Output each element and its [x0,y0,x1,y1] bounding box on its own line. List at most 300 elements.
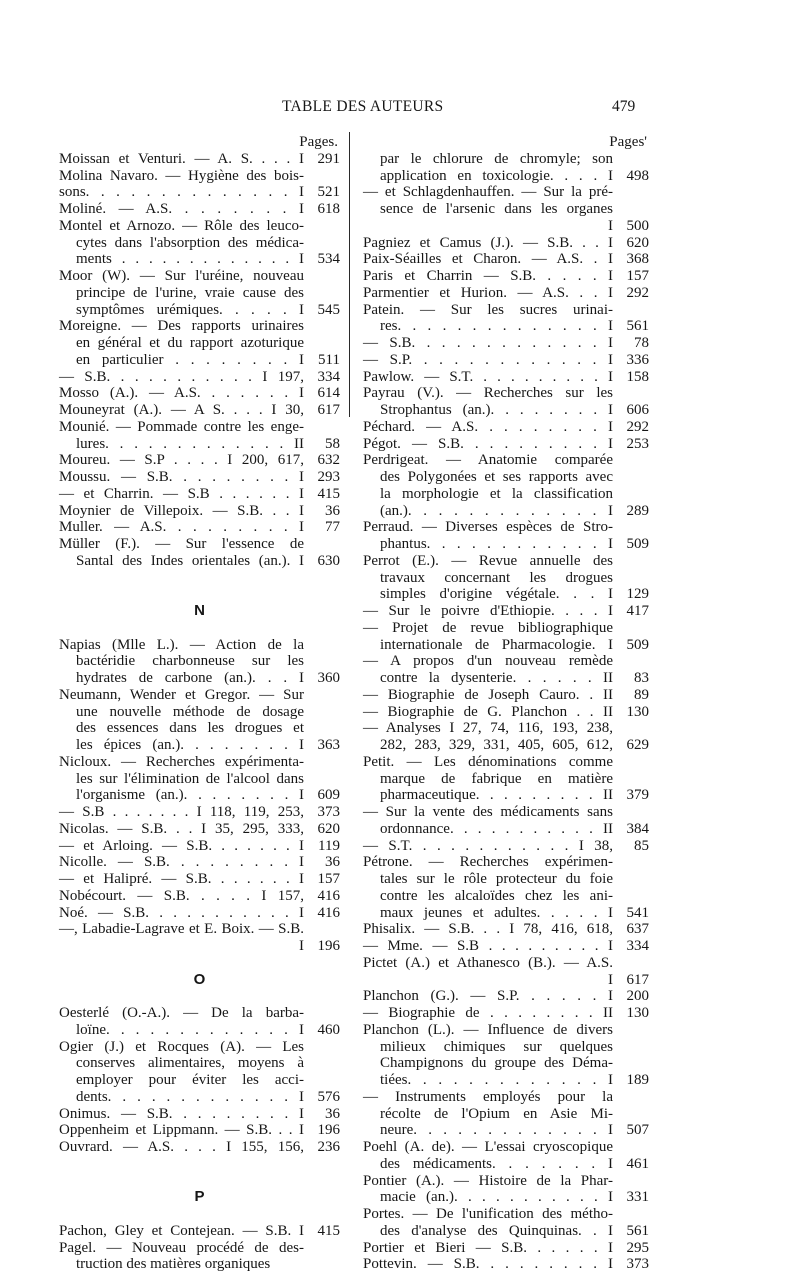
index-entry [59,402,340,419]
entry-page: 509 [626,536,649,552]
index-entry [59,553,340,570]
entry-page: 416 [317,904,340,921]
entry-page: 373 [626,1256,649,1273]
index-entry [363,486,649,503]
index-entry [59,168,340,185]
entry-text: les sur l'élimination de l'alcool dans [76,770,304,787]
entry-text: ordonnance. . . . . . . . . . . II [380,820,613,837]
entry-text: Santal des Indes orientales (an.). I [76,552,304,569]
entry-page: 541 [626,904,649,921]
index-entry [363,168,649,185]
entry-text: Portier et Bieri — S.B. . . . . . I [363,1239,613,1256]
entry-text: — et Schlagdenhauffen. — Sur la pré- [363,184,613,201]
entry-text: Moreigne. — Des rapports urinaires [59,318,304,335]
index-entry [363,955,649,972]
entry-text: Perrot (E.). — Revue annuelle des [363,552,613,569]
entry-page: 632 [317,452,340,469]
entry-text: Pagniez et Camus (J.). — S.B. . . I [363,234,613,251]
index-entry [59,452,340,469]
blank-line [59,988,340,1005]
index-entry [59,385,340,402]
entry-page: 292 [626,284,649,301]
entry-text: travaux concernant les drogues [380,569,613,586]
index-entry [363,921,649,938]
index-entry [363,318,649,335]
entry-text: Planchon (L.). — Influence de divers [363,1021,613,1038]
index-entry [363,704,649,721]
entry-page: 157 [317,871,340,887]
entry-page: 77 [325,519,340,536]
entry-text: principe de l'urine, vraie cause des [76,284,304,301]
index-entry [59,1005,340,1022]
entry-text: Planchon (G.). — S.P. . . . . . I [363,988,613,1005]
entry-text: — Instruments employés pour la [363,1088,613,1105]
entry-text: ments . . . . . . . . . . . . . I [76,251,304,268]
blank-line [59,570,340,587]
index-entry [59,268,340,285]
entry-text: internationale de Pharmacologie. I [380,636,613,653]
entry-text: Moussu. — S.B. . . . . . . . . I [59,469,304,485]
entry-page: 157 [626,268,649,284]
entry-page: 291 [317,150,340,167]
entry-text: simples d'origine végétale. . . I [380,586,613,603]
entry-text: Nicolle. — S.B. . . . . . . . . I [59,854,304,871]
index-entry [363,536,649,553]
index-entry [59,369,340,386]
entry-text: Moliné. — A.S. . . . . . . . I [59,201,304,217]
entry-page: 130 [626,1005,649,1021]
index-entry [59,184,340,201]
entry-text: Phisalix. — S.B. . . I 78, 416, 618, [363,921,613,938]
entry-page: 379 [626,787,649,804]
entry-text: Oppenheim et Lippmann. — S.B. . . I [59,1122,304,1139]
index-entry [59,486,340,503]
entry-text: des Polygonées et ses rapports avec [380,469,613,485]
index-entry [59,838,340,855]
entry-text: Pagel. — Nouveau procédé de des- [59,1239,304,1256]
entry-page: 58 [325,435,340,452]
entry-page: 415 [317,485,340,502]
index-entry [363,938,649,955]
entry-text: Oesterlé (O.-A.). — De la barba- [59,1005,304,1021]
entry-page: 158 [626,368,649,385]
index-entry [59,821,340,838]
entry-page: 83 [634,670,649,686]
entry-text: — et Arloing. — S.B. . . . . . . I [59,837,304,854]
blank-line [59,1156,340,1173]
entry-text: Payrau (V.). — Recherches sur les [363,385,613,402]
entry-page: 415 [317,1222,340,1239]
entry-text: contre la dysenterie. . . . . . II [380,670,613,686]
entry-text: Péchard. — A.S. . . . . . . . . I [363,418,613,435]
index-entry [363,335,649,352]
index-entry [363,1240,649,1257]
index-entry [363,452,649,469]
entry-text: Moureu. — S.P . . . . I 200, 617, [59,452,304,469]
entry-page: 620 [626,234,649,251]
index-entry [59,737,340,754]
entry-text: bactéridie charbonneuse sur les [76,653,304,670]
index-entry [363,871,649,888]
entry-text: application en toxicologie. . . . I [380,167,613,184]
index-entry [363,620,649,637]
index-entry [59,536,340,553]
entry-text: cytes dans l'absorption des médica- [76,234,304,251]
entry-text: Mounié. — Pommade contre les enge- [59,418,304,435]
pages-label: Pages' [609,134,647,150]
blank-line [59,586,340,603]
entry-text: — S.B . . . . . . . I 118, 119, 253, [59,804,304,820]
index-entry [363,771,649,788]
entry-text: tales sur le rôle protecteur du foie [380,871,613,887]
index-entry [59,854,340,871]
entry-text: Perdrigeat. — Anatomie comparée [363,452,613,469]
entry-page: 614 [317,385,340,402]
index-column-right [363,134,649,1273]
entry-page: 85 [634,837,649,854]
index-entry [59,201,340,218]
index-entry [59,704,340,721]
entry-text: 282, 283, 329, 331, 405, 605, 612, [380,737,613,753]
section-letter: N [194,602,205,619]
entry-page: 617 [626,971,649,988]
index-entry [59,218,340,235]
entry-text: Pétrone. — Recherches expérimen- [363,854,613,871]
index-entry [59,687,340,704]
entry-text: — Analyses I 27, 74, 116, 193, 238, [363,720,613,737]
entry-text: tiées. . . . . . . . . . . . . I [380,1072,613,1088]
entry-text: lures. . . . . . . . . . . . . II [76,435,304,452]
index-entry [363,603,649,620]
index-entry [363,385,649,402]
entry-page: 629 [626,737,649,753]
index-entry [363,1089,649,1106]
index-entry [363,184,649,201]
entry-page: 561 [626,1222,649,1239]
index-entry [59,285,340,302]
entry-text: — Sur le poivre d'Ethiopie. . . . I [363,603,613,619]
entry-text: Paris et Charrin — S.B. . . . . I [363,268,613,284]
entry-text: truction des matières organiques [76,1256,271,1273]
entry-text: contre les alcaloïdes chez les ani- [380,887,613,904]
index-entry [363,1256,649,1273]
entry-text: — S.B. . . . . . . . . . . . . I [363,335,613,351]
index-entry [59,419,340,436]
entry-page: 618 [317,201,340,217]
entry-text: des essences dans les drogues et [76,720,304,737]
index-entry [363,821,649,838]
entry-text: — Projet de revue bibliographique [363,619,613,636]
entry-text: I [608,971,613,988]
index-entry [59,1072,340,1089]
index-entry [59,888,340,905]
entry-text: — S.T. . . . . . . . . . . . I 38, [363,837,613,854]
entry-text: — A propos d'un nouveau remède [363,653,613,670]
entry-text: Noé. — S.B. . . . . . . . . . . I [59,904,304,921]
entry-page: 630 [317,552,340,569]
index-entry [363,972,649,989]
entry-text: récolte de l'Opium en Asie Mi- [380,1105,613,1122]
entry-text: Pawlow. — S.T. . . . . . . . . . I [363,368,613,385]
index-entry [363,1022,649,1039]
index-entry [59,503,340,520]
entry-text: dents. . . . . . . . . . . . . I [76,1088,304,1105]
entry-page: 331 [626,1189,649,1206]
entry-text: Nobécourt. — S.B. . . . . I 157, [59,887,304,904]
index-entry [363,218,649,235]
entry-text: phantus. . . . . . . . . . . . I [380,536,613,552]
index-entry [59,151,340,168]
entry-page: 336 [626,351,649,368]
index-entry [59,251,340,268]
entry-page: 89 [634,686,649,703]
entry-text: neure. . . . . . . . . . . . . I [380,1122,613,1139]
entry-page: 236 [317,1139,340,1155]
entry-page: 293 [317,469,340,485]
entry-page: 373 [317,804,340,820]
index-entry [59,1139,340,1156]
index-entry [59,302,340,319]
entry-text: — et Halipré. — S.B. . . . . . . I [59,871,304,887]
index-entry [59,335,340,352]
entry-page: 460 [317,1021,340,1038]
index-entry [59,1122,340,1139]
entry-page: 576 [317,1088,340,1105]
entry-page: 416 [317,887,340,904]
index-entry [59,235,340,252]
entry-text: — Mme. — S.B . . . . . . . . . I [363,938,613,954]
entry-text: Neumann, Wender et Gregor. — Sur [59,686,304,703]
entry-text: — Biographie de . . . . . . . . II [363,1005,613,1021]
index-entry [59,871,340,888]
entry-page: 78 [634,335,649,351]
entry-text: milieux chimiques sur quelques [380,1038,613,1055]
entry-page: 200 [626,988,649,1005]
index-entry [59,1223,340,1240]
entry-page: 360 [317,670,340,686]
index-entry [59,1106,340,1123]
entry-text: — Sur la vente des médicaments sans [363,804,613,820]
index-entry [363,369,649,386]
index-entry [59,1089,340,1106]
index-entry [363,519,649,536]
entry-page: 36 [325,502,340,519]
index-entry [59,436,340,453]
index-entry [363,1173,649,1190]
index-entry [363,787,649,804]
section-letter: P [194,1188,205,1206]
index-entry [363,720,649,737]
index-entry [363,1223,649,1240]
entry-page: 36 [325,1105,340,1122]
index-entry [363,1039,649,1056]
entry-text: (an.). . . . . . . . . . . . . I [380,502,613,519]
entry-page: 119 [318,837,340,854]
entry-page: 617 [317,402,340,418]
entry-page: 289 [626,502,649,519]
entry-text: Montel et Arnozo. — Rôle des leuco- [59,217,304,234]
entry-page: 36 [325,854,340,871]
index-entry [59,921,340,938]
entry-text: Parmentier et Hurion. — A.S. . . I [363,284,613,301]
index-entry [363,402,649,419]
index-entry [363,151,649,168]
entry-text: Molina Navaro. — Hygiène des bois- [59,167,304,184]
entries-right [363,151,649,1273]
index-entry [59,637,340,654]
entry-page: 461 [626,1155,649,1172]
index-entry [59,318,340,335]
index-entry [363,469,649,486]
entry-text: Portes. — De l'unification des métho- [363,1206,613,1222]
entry-text: — Biographie de Joseph Cauro. . II [363,686,613,703]
index-entry [59,1022,340,1039]
entry-text: Pottevin. — S.B. . . . . . . . . I [363,1256,613,1273]
index-entry [363,235,649,252]
index-entry [59,787,340,804]
column-divider [349,132,350,417]
index-entry [363,352,649,369]
index-entry [363,1156,649,1173]
index-column-left [59,134,340,1273]
entry-page: 509 [626,636,649,653]
index-entry [363,553,649,570]
entry-page: 368 [626,251,649,268]
entry-text: Strophantus (an.). . . . . . . . I [380,402,613,418]
index-entry [363,905,649,922]
blank-line [59,1206,340,1223]
entry-text: —, Labadie-Lagrave et E. Boix. — S.B. [59,921,304,938]
entry-text: Mouneyrat (A.). — A S. . . . I 30, [59,402,304,418]
pages-label: Pages. [299,134,338,150]
entry-text: Moissan et Venturi. — A. S. . . . I [59,150,304,167]
entry-page: 196 [317,1122,340,1139]
entries-left [59,151,340,1273]
index-entry [59,1240,340,1257]
index-entry [59,670,340,687]
entry-text: Nicloux. — Recherches expérimenta- [59,753,304,770]
index-entry [363,419,649,436]
index-entry [363,1189,649,1206]
entry-text: par le chlorure de chromyle; son [380,150,613,167]
entry-text: loïne. . . . . . . . . . . . . I [76,1021,304,1038]
entry-text: conserves alimentaires, moyens à [76,1055,304,1072]
index-entry [363,268,649,285]
index-entry [363,653,649,670]
index-entry [363,570,649,587]
entry-page: 609 [317,787,340,804]
entry-page: 363 [317,737,340,753]
index-entry [363,804,649,821]
blank-line [59,955,340,972]
entry-page: 511 [318,351,340,368]
entry-text: symptômes urémiques. . . . . I [76,301,304,318]
entry-text: — S.B. . . . . . . . . . . I 197, [59,368,304,385]
entry-text: en général et du rapport azoturique [76,335,304,351]
entry-text: res. . . . . . . . . . . . . . I [380,318,613,335]
index-entry [363,1072,649,1089]
entry-page: 561 [626,318,649,335]
entry-text: Ouvrard. — A.S. . . . I 155, 156, [59,1139,304,1155]
index-entry [363,754,649,771]
index-entry [59,352,340,369]
index-entry [363,1106,649,1123]
entry-text: Mosso (A.). — A.S. . . . . . . I [59,385,304,402]
index-entry [59,720,340,737]
entry-text: Moor (W). — Sur l'uréine, nouveau [59,268,304,284]
entry-text: Pégot. — S.B. . . . . . . . . . I [363,435,613,452]
entry-text: la morphologie et la classification [380,485,613,502]
index-entry [59,653,340,670]
blank-line [59,620,340,637]
entry-page: 521 [317,184,340,201]
entry-page: 130 [626,703,649,720]
entry-text: I [608,217,613,234]
section-letter: O [193,970,206,988]
entry-text: Pontier (A.). — Histoire de la Phar- [363,1172,613,1189]
index-entry [363,687,649,704]
index-entry [363,436,649,453]
index-entry [363,737,649,754]
entry-text: une nouvelle méthode de dosage [76,703,304,720]
entry-page: 500 [626,217,649,234]
entry-text: Müller (F.). — Sur l'essence de [59,536,304,552]
running-title: TABLE DES AUTEURS [282,98,444,115]
entry-text: Pachon, Gley et Contejean. — S.B. I [59,1222,304,1239]
entry-text: Petit. — Les dénominations comme [363,753,613,770]
index-entry [363,888,649,905]
index-entry [363,503,649,520]
entry-text: — Biographie de G. Planchon . . II [363,703,613,720]
entry-page: 534 [317,251,340,268]
entry-page: 189 [626,1072,649,1088]
entry-text: maux jeunes et adultes. . . . . I [380,904,613,921]
entry-text: en particulier . . . . . . . . I [76,351,304,368]
entry-text: — S.P. . . . . . . . . . . . . I [363,351,613,368]
index-entry [363,637,649,654]
index-entry [59,938,340,955]
entry-text: pharmaceutique. . . . . . . . . II [380,787,613,804]
entry-page: 620 [317,820,340,837]
index-entry [363,251,649,268]
entry-text: Paix-Séailles et Charon. — A.S. . I [363,251,613,268]
entry-page: 253 [626,435,649,452]
index-entry [363,854,649,871]
blank-line [59,1173,340,1190]
entry-text: Nicolas. — S.B. . . I 35, 295, 333, [59,820,304,837]
entry-page: 637 [626,921,649,938]
entry-text: Onimus. — S.B. . . . . . . . . I [59,1105,304,1122]
entry-text: Champignons du groupe des Déma- [380,1055,613,1072]
entry-text: Pictet (A.) et Athanesco (B.). — A.S. [363,954,613,971]
entry-text: Ogier (J.) et Rocques (A). — Les [59,1038,304,1055]
index-entry [59,1039,340,1056]
entry-text: des médicaments. . . . . . . I [380,1155,613,1172]
index-entry [59,1256,340,1273]
index-entry [363,838,649,855]
entry-page: 196 [317,938,340,954]
entry-text: I [299,938,304,954]
index-entry [59,905,340,922]
entry-page: 606 [626,402,649,418]
index-entry [363,586,649,603]
index-entry [59,754,340,771]
entry-text: l'organisme (an.). . . . . . . . I [76,787,304,804]
index-entry [59,804,340,821]
entry-text: hydrates de carbone (an.). . . I [76,670,304,686]
entry-page: 292 [626,418,649,435]
index-entry [363,1139,649,1156]
